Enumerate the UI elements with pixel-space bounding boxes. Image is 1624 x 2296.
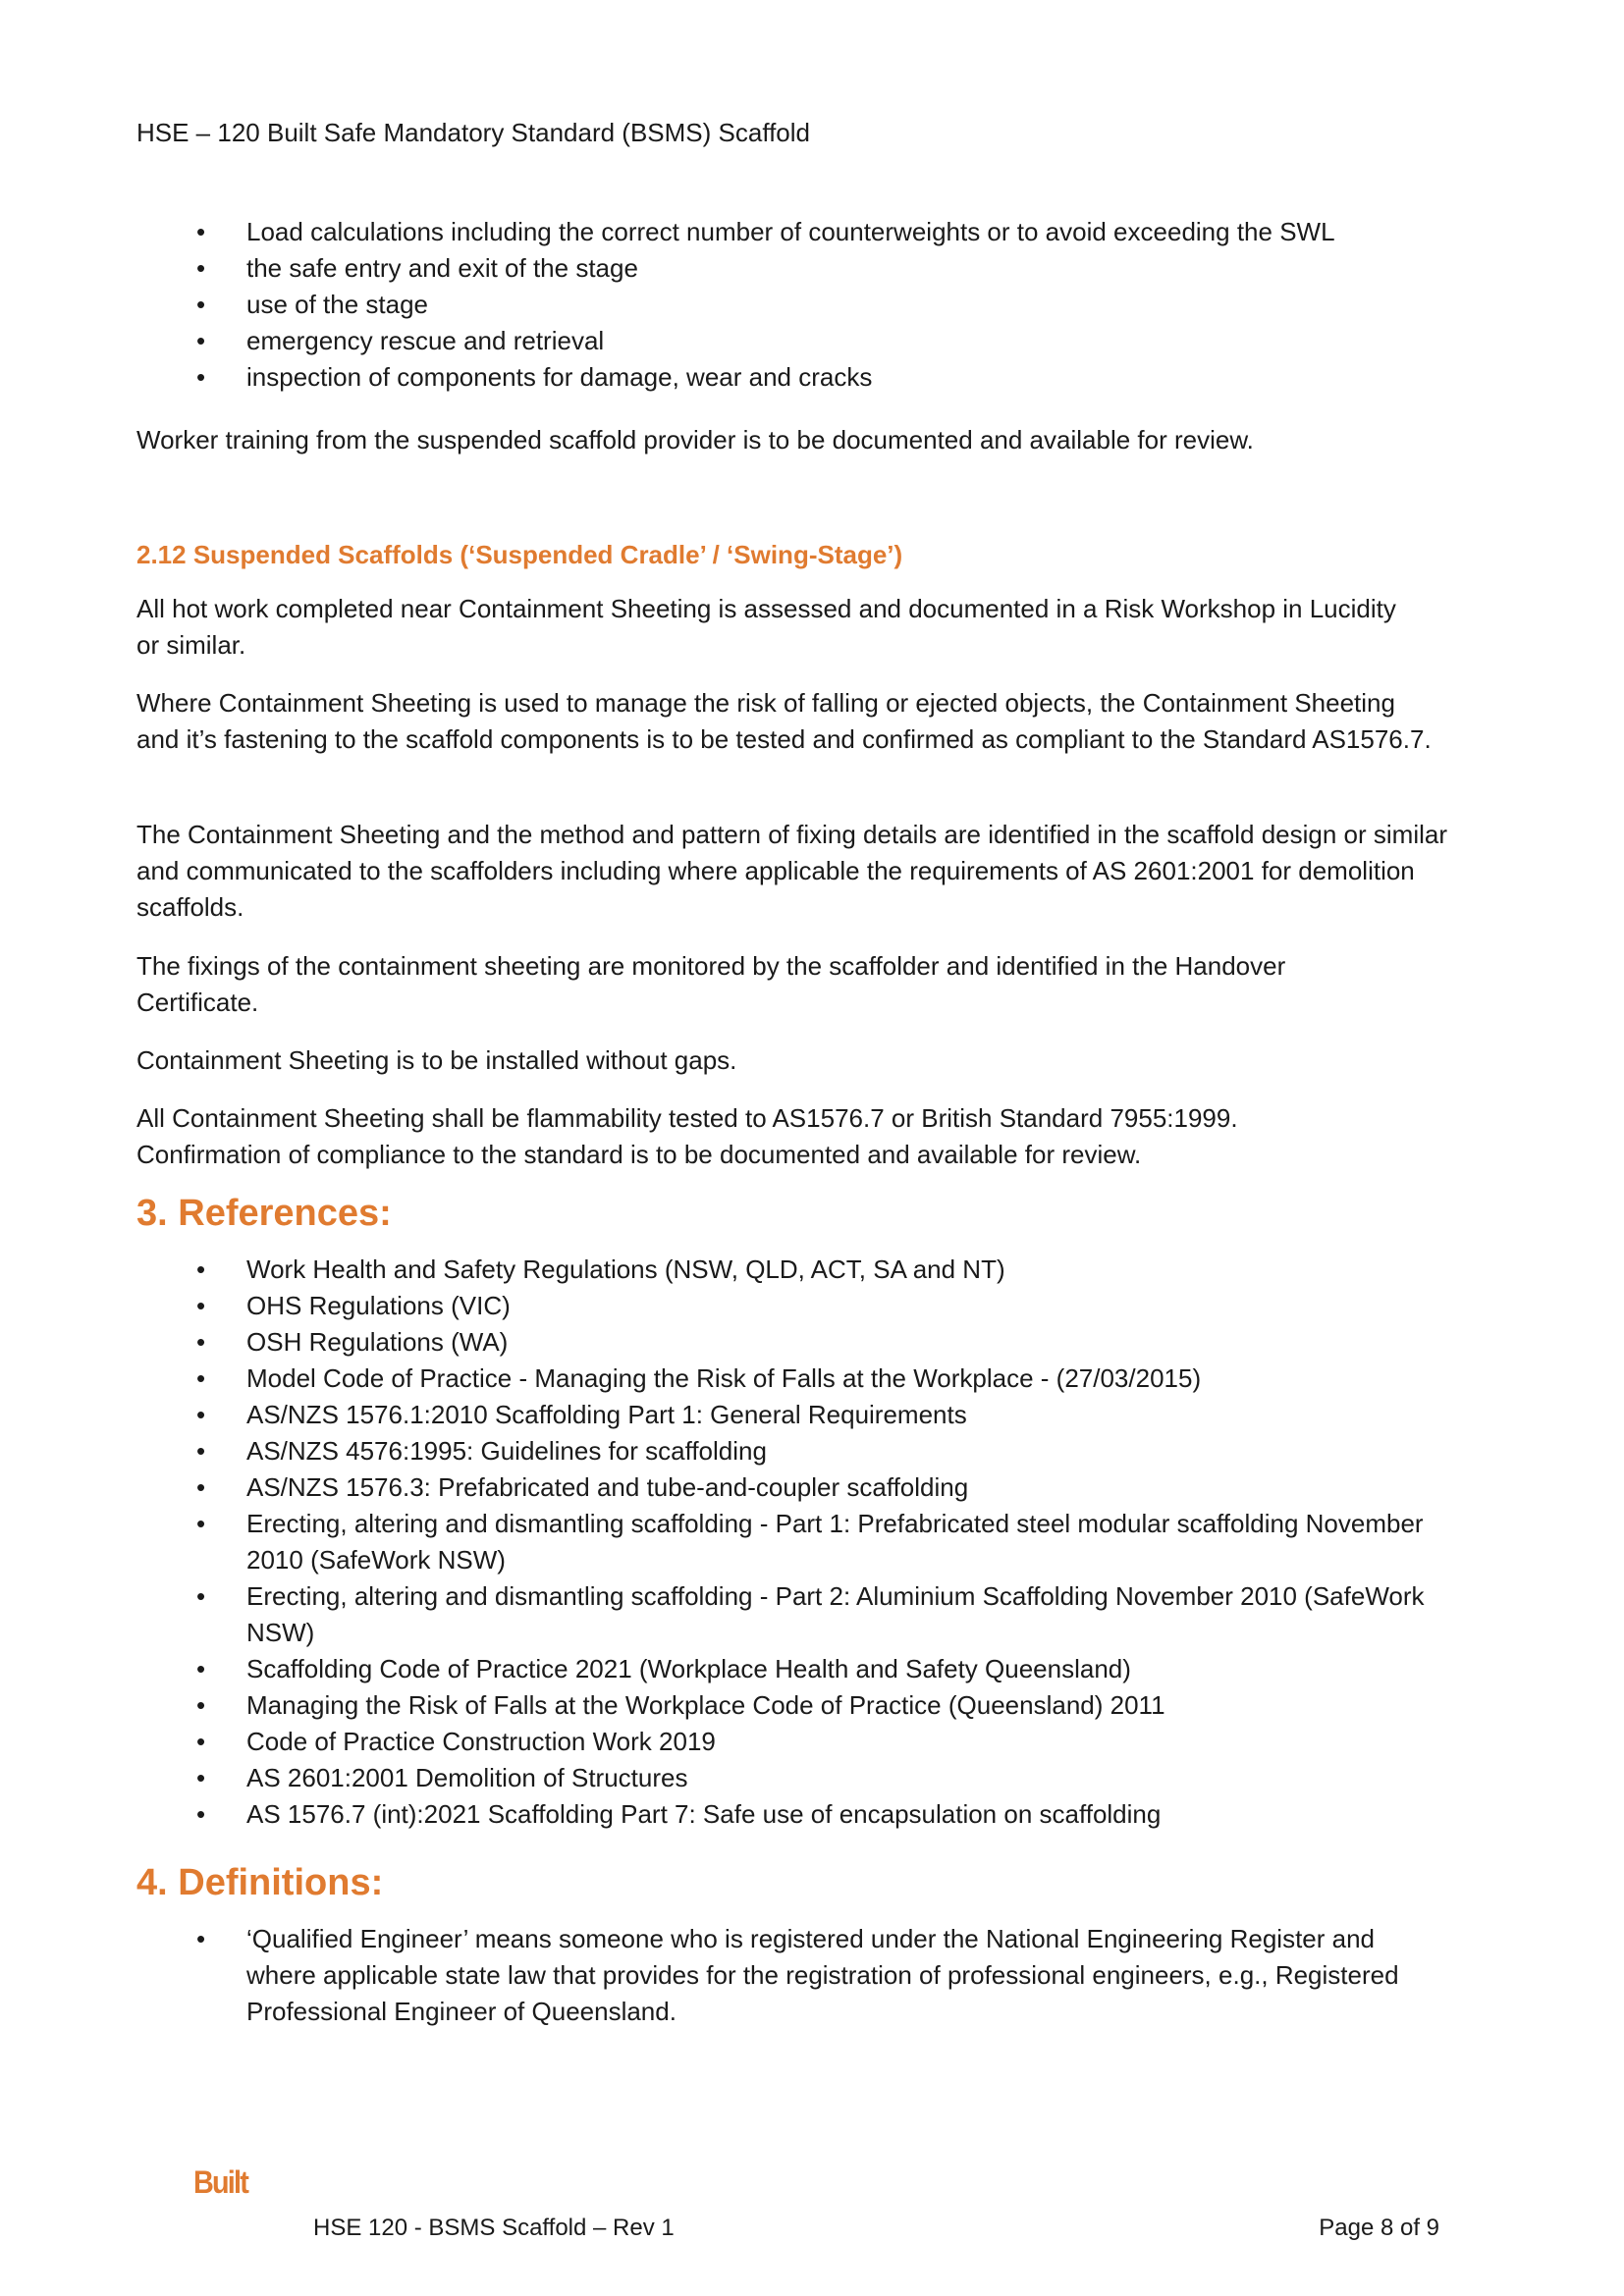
reference-item: • Code of Practice Construction Work 2019: [196, 1724, 1463, 1760]
intro-bullet-list: [196, 214, 1463, 396]
reference-item: • Work Health and Safety Regulations (NSW, QLD, ACT, SA and NT): [196, 1252, 1463, 1288]
paragraph: The Containment Sheeting and the method and pattern of fixing details are identified in the scaffold design or similar and communicated to the scaffolders including where applicable the requirements of AS 2601:2001 for demolition scaffolds.: [136, 820, 1448, 922]
paragraph: Containment Sheeting is to be installed without gaps.: [136, 1045, 737, 1075]
reference-item: • AS/NZS 4576:1995: Guidelines for scaffolding: [196, 1433, 1463, 1469]
list-item: • the safe entry and exit of the stage: [196, 250, 1463, 287]
list-item: • emergency rescue and retrieval: [196, 323, 1463, 359]
footer-document-name: HSE 120 - BSMS Scaffold – Rev 1: [313, 2215, 675, 2241]
built-logo: Built: [193, 2164, 247, 2200]
paragraph: The fixings of the containment sheeting are monitored by the scaffolder and identified in the Handover Certificate.: [136, 951, 1286, 1017]
reference-item: • AS/NZS 1576.1:2010 Scaffolding Part 1: General Requirements: [196, 1397, 1463, 1433]
reference-item: • AS 2601:2001 Demolition of Structures: [196, 1760, 1463, 1796]
document-header: HSE – 120 Built Safe Mandatory Standard (BSMS) Scaffold: [136, 118, 810, 147]
paragraph: All Containment Sheeting shall be flammability tested to AS1576.7 or British Standard 7955:1999. Confirmation of compliance to the standard is to be documented and available for review.: [136, 1103, 1238, 1169]
section-heading-2-12: 2.12 Suspended Scaffolds (‘Suspended Cradle’ / ‘Swing-Stage’): [136, 540, 903, 569]
reference-item: • Erecting, altering and dismantling scaffolding - Part 1: Prefabricated steel modular scaffolding November 2010 (SafeWork NSW): [196, 1506, 1463, 1578]
reference-item: • Scaffolding Code of Practice 2021 (Workplace Health and Safety Queensland): [196, 1651, 1463, 1687]
references-heading: 3. References:: [136, 1193, 392, 1234]
references-list: [196, 1252, 1463, 1833]
reference-item: • Erecting, altering and dismantling scaffolding - Part 2: Aluminium Scaffolding November 2010 (SafeWork NSW): [196, 1578, 1463, 1651]
footer-page-number: Page 8 of 9: [1319, 2215, 1439, 2241]
definition-item: • ‘Qualified Engineer’ means someone who is registered under the National Engineering Register and where applicable state law that provides for the registration of professional engineers, e.g., Registered Professional Engineer of Queensland.: [196, 1921, 1434, 2030]
reference-item: • AS 1576.7 (int):2021 Scaffolding Part 7: Safe use of encapsulation on scaffolding: [196, 1796, 1463, 1833]
reference-item: • OSH Regulations (WA): [196, 1324, 1463, 1361]
list-item: • Load calculations including the correct number of counterweights or to avoid exceeding the SWL: [196, 214, 1463, 250]
list-item: • use of the stage: [196, 287, 1463, 323]
definitions-list: [196, 1921, 1434, 2030]
reference-item: • Managing the Risk of Falls at the Workplace Code of Practice (Queensland) 2011: [196, 1687, 1463, 1724]
paragraph: Where Containment Sheeting is used to manage the risk of falling or ejected objects, the Containment Sheeting and it’s fastening to the scaffold components is to be tested and confirmed as compliant to the Standard AS1576.7.: [136, 688, 1432, 754]
paragraph: All hot work completed near Containment Sheeting is assessed and documented in a Risk Workshop in Lucidity or similar.: [136, 594, 1396, 660]
reference-item: • Model Code of Practice - Managing the Risk of Falls at the Workplace - (27/03/2015): [196, 1361, 1463, 1397]
list-item: • inspection of components for damage, wear and cracks: [196, 359, 1463, 396]
definitions-heading: 4. Definitions:: [136, 1862, 384, 1903]
reference-item: • AS/NZS 1576.3: Prefabricated and tube-and-coupler scaffolding: [196, 1469, 1463, 1506]
reference-item: • OHS Regulations (VIC): [196, 1288, 1463, 1324]
worker-training-paragraph: Worker training from the suspended scaffold provider is to be documented and available for review.: [136, 425, 1254, 454]
